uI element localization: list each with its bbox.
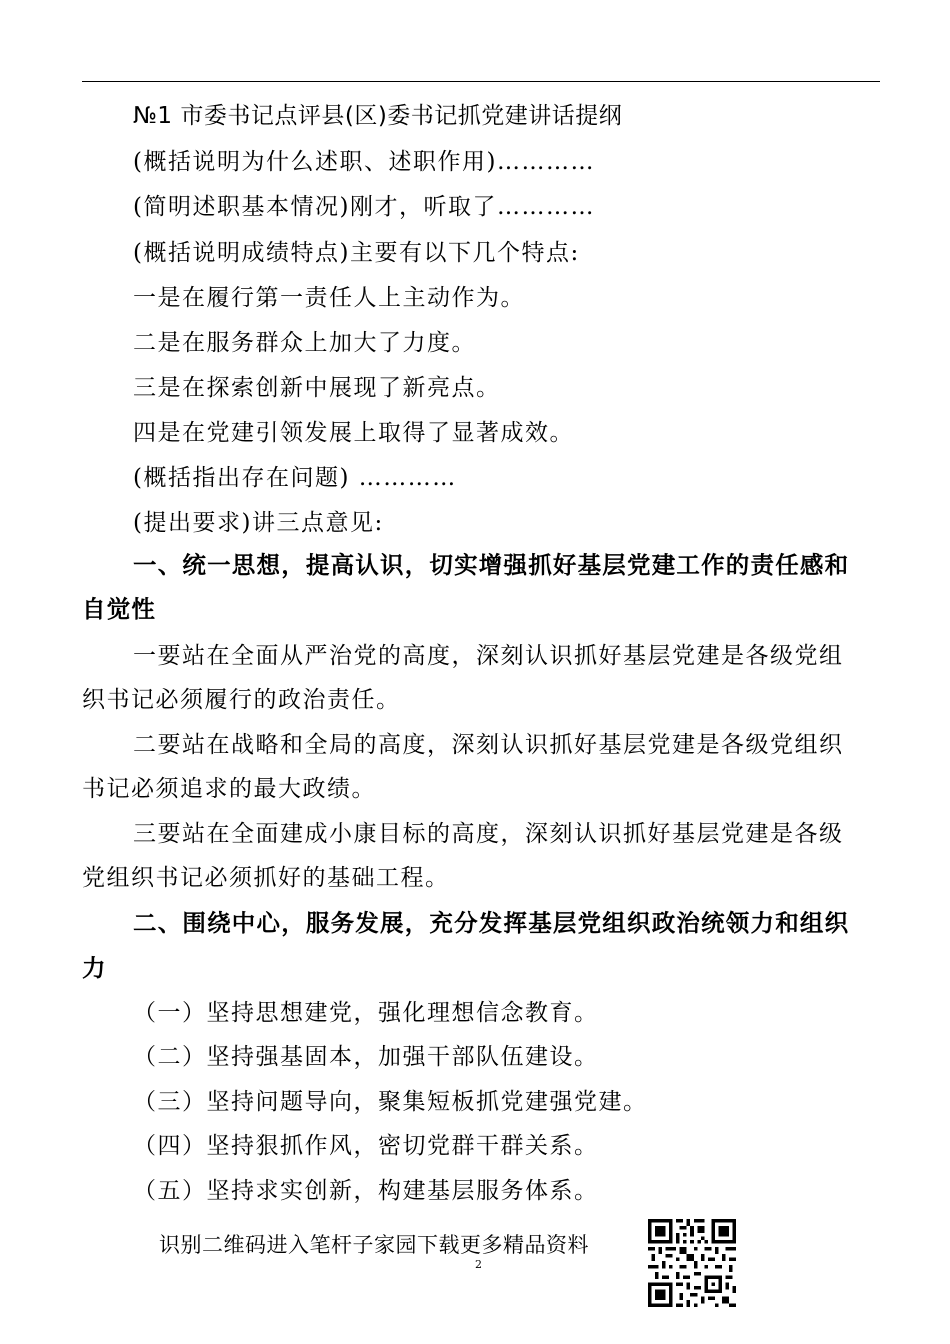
intro-line-9: (提出要求)讲三点意见: [133,510,384,536]
intro-line-5: 二是在服务群众上加大了力度。 [133,330,476,356]
qr-code-icon[interactable] [648,1219,736,1307]
section2-item-5: （五）坚持求实创新，构建基层服务体系。 [133,1178,599,1204]
footer-promo-text: 识别二维码进入笔杆子家园下载更多精品资料 [159,1233,589,1257]
section1-heading-line1: 一、统一思想，提高认识，切实增强抓好基层党建工作的责任感和 [133,551,850,579]
section1-paragraph1-line1: 一要站在全面从严治党的高度，深刻认识抓好基层党建是各级党组 [133,643,844,669]
section1-paragraph2-line2: 书记必须追求的最大政绩。 [82,776,376,802]
section2-heading-line2: 力 [82,954,107,982]
intro-line-2: (简明述职基本情况)刚才，听取了………… [133,194,595,220]
section1-paragraph3-line2: 党组织书记必须抓好的基础工程。 [82,865,450,891]
intro-line-3: (概括说明成绩特点)主要有以下几个特点: [133,240,580,266]
section1-paragraph3-line1: 三要站在全面建成小康目标的高度，深刻认识抓好基层党建是各级 [133,821,844,847]
intro-line-1: (概括说明为什么述职、述职作用)………… [133,149,595,175]
intro-line-4: 一是在履行第一责任人上主动作为。 [133,285,525,311]
intro-line-8: (概括指出存在问题) ………… [133,465,457,491]
section2-item-1: （一）坚持思想建党，强化理想信念教育。 [133,1000,599,1026]
section2-item-2: （二）坚持强基固本，加强干部队伍建设。 [133,1044,599,1070]
page-number: 2 [475,1258,482,1271]
intro-line-6: 三是在探索创新中展现了新亮点。 [133,375,501,401]
header-rule [82,81,880,82]
intro-line-7: 四是在党建引领发展上取得了显著成效。 [133,420,574,446]
section1-heading-line2: 自觉性 [82,595,157,623]
section2-item-4: （四）坚持狠抓作风，密切党群干群关系。 [133,1133,599,1159]
section1-paragraph2-line1: 二要站在战略和全局的高度，深刻认识抓好基层党建是各级党组织 [133,732,844,758]
section1-paragraph1-line2: 织书记必须履行的政治责任。 [82,687,401,713]
section2-item-3: （三）坚持问题导向，聚集短板抓党建强党建。 [133,1089,648,1115]
section2-heading-line1: 二、围绕中心，服务发展，充分发挥基层党组织政治统领力和组织 [133,909,850,937]
document-title: №1 市委书记点评县(区)委书记抓党建讲话提纲 [133,103,623,129]
